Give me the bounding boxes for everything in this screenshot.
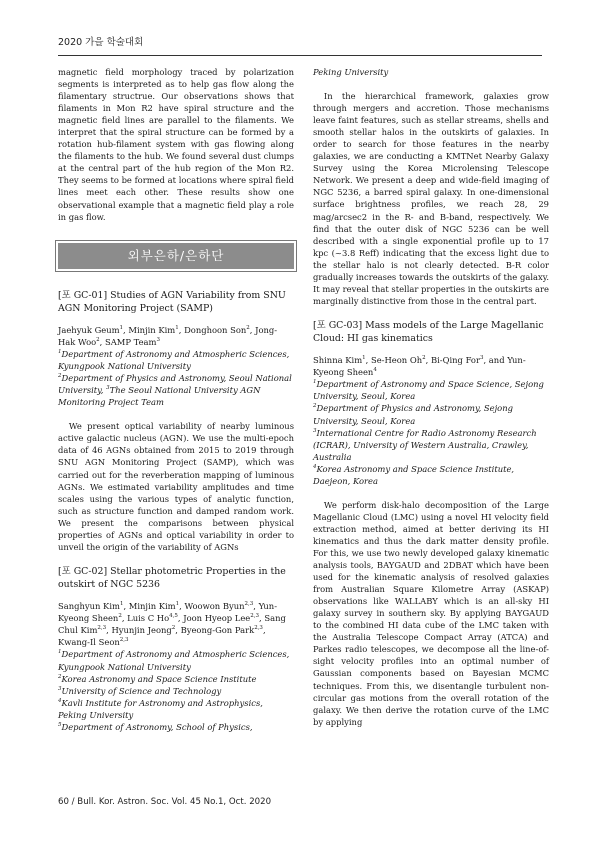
author-name: Donghoon Son (184, 325, 247, 336)
author-name: Shinna Kim (313, 355, 363, 366)
author-sup: 2 (171, 625, 176, 632)
gc01-title: [포 GC-01] Studies of AGN Variability from SNU AGN Monitoring Project (SAMP) (58, 289, 286, 314)
author-sup: 1 (175, 325, 179, 332)
author-sep: , and (483, 355, 508, 366)
gc03-affiliations (313, 378, 549, 486)
affiliation: $^2$Korea Astronomy and Space Science Institute (58, 673, 257, 684)
gc02-affiliations (58, 648, 294, 732)
author-sep: , (179, 601, 185, 612)
affiliation: $^1$Department of Astronomy and Atmospheric Sciences, Kyungpook National University (58, 649, 290, 672)
header-rule (58, 55, 542, 56)
affiliation: $^1$Department of Astronomy and Space Science, Sejong University, Seoul, Korea (313, 379, 544, 402)
author-sup: 2,3 (244, 601, 254, 608)
author-sep: , (177, 613, 184, 624)
author-sup: 2,3 (250, 613, 260, 620)
affiliation: $^5$Department of Astronomy, School of Physics, (58, 721, 253, 732)
author-sep: , (365, 355, 371, 366)
affiliation: $^4$Korea Astronomy and Space Science Institute, Daejeon, Korea (313, 463, 515, 486)
author-sep: , (262, 625, 266, 636)
author-sep: , (106, 625, 112, 636)
author-name: Yun-Kyeong Sheen (58, 601, 278, 624)
author-sup: 1 (175, 601, 180, 608)
author-sup: 3 (479, 355, 484, 362)
author-sep: , (123, 601, 129, 612)
gc01-affiliations: $^1$Department of Astronomy and Atmospheric Sciences, Kyungpook National University $^2$Department of Physics and Astronomy, Seoul National University, $^3$The Seoul National University AGN Monitoring Project Team (58, 349, 292, 408)
author-sep: , (175, 625, 181, 636)
gc03-authors (313, 354, 549, 378)
author-name: Bi-Qing For (430, 355, 480, 366)
left-column (58, 66, 294, 733)
running-header: 2020 가을 학술대회 (58, 37, 144, 48)
author-name: Jong-Hak Woo (58, 325, 278, 348)
section-title: 외부은하/은하단 (127, 247, 225, 263)
author-sup: 3 (156, 337, 160, 344)
author-sup: 4 (373, 367, 377, 374)
right-column (313, 66, 549, 728)
author-name: Minjin Kim (128, 325, 176, 336)
author-name: Minjin Kim (128, 601, 176, 612)
gc01-abstract: We present optical variability of nearby luminous active galactic nucleus (AGN). We use the multi-epoch data of 46 AGNs obtained from 2015 to 2019 through SNU AGN Monitoring Project (SAMP), which was carried out for the reverberation mapping of luminous AGNs. We estimated variability amplitudes and time scales using the various types of analytic function, such as structure function and damped random work. We present the comparisons between physical properties of AGNs and optical variability in order to unveil the origin of the variability of AGNs (58, 421, 294, 552)
author-sup: 2 (118, 613, 122, 620)
affiliation: $^4$Kavli Institute for Astronomy and Astrophysics, Peking University (58, 697, 263, 720)
author-name: SAMP Team (105, 337, 157, 348)
section-banner (58, 243, 294, 269)
author-name: Luis C Ho (127, 613, 170, 624)
author-sup: 2 (422, 355, 426, 362)
gc01-authors (58, 324, 294, 348)
author-sup: 4,5 (169, 613, 178, 620)
page-footer: 60 / Bull. Kor. Astron. Soc. Vol. 45 No.1, Oct. 2020 (58, 797, 272, 807)
author-sep: , (253, 601, 259, 612)
affiliation: $^2$Department of Physics and Astronomy, Sejong University, Seoul, Korea (313, 403, 513, 426)
affiliation: $^3$University of Science and Technology (58, 685, 222, 696)
author-sep: , (249, 325, 256, 336)
author-sup: 1 (119, 601, 124, 608)
continued-abstract: magnetic field morphology traced by polarization segments is interpreted as to help gas flow along the filamentary structrue. Our observations shows that filaments in Mon R2 have spiral structure and the magnetic field lines are parallel to the filaments. We interpret that the spiral structure can be formed by a rotation hub-filament system with gas flowing along the filaments to the hub. We found several dust clumps at the central part of the hub region of the Mon R2. They seems to be formed at locations where spiral field lines meet each other. These results show one observational example that a magnetic field play a role in gas flow. (58, 67, 294, 222)
gc03-abstract: We perform disk-halo decomposition of the Large Magellanic Cloud (LMC) using a novel HI velocity field extraction method, aimed at better deriving its HI kinematics and thus the dark matter density profile. For this, we use two newly developed galaxy kinematic analysis tools, BAYGAUD and 2DBAT which have been used for the kinematic analysis of resolved galaxies from Australian Square Kilometre Array (ASKAP) observations like WALLABY which is an all-sky HI galaxy survey in southern sky. By applying BAYGAUD to the combined HI data cube of the LMC taken with the Australia Telescope Compact Array (ATCA) and Parkes radio telescopes, we decompose all the line-of-sight velocity profiles into an optimal number of Gaussian components based on Bayesian MCMC techniques. From this, we disentangle turbulent non-circular gas motions from the overall rotation of the galaxy. We then derive the rotation curve of the LMC by applying (313, 499, 549, 727)
author-sep: , (121, 613, 128, 624)
author-sep: , (99, 337, 105, 348)
author-sep: , (259, 613, 265, 624)
author-sep: , (123, 325, 129, 336)
author-name: Hyunjin Jeong (111, 625, 172, 636)
gc02-abstract: In the hierarchical framework, galaxies grow through mergers and accretion. Those mechanisms leave faint features, such as stellar streams, shells and smooth stellar halos in the outskirts of galaxies. In order to search for those features in the nearby galaxies, we are conducting a KMTNet Nearby Galaxy Survey using the Korea Microlensing Telescope Network. We present a deep and wide-field imaging of NGC 5236, a barred spiral galaxy. In one-dimensional surface brightness profiles, we reach 28, 29 mag/arcsec2 in the R- and B-band, respectively. We find that the outer disk of NGC 5236 can be well described with a single exponential profile up to 17 kpc (~3.8 Reff) indicating that the excess light due to the stellar halo is not clearly detected. B-R color gradually increases towards the outskirts of the galaxy. It may reveal that stellar properties in the outskirts are marginally distinctive from those in the central part. (313, 91, 549, 306)
author-sup: 2,3 (97, 625, 107, 632)
author-sup: 2 (246, 325, 250, 332)
gc03-title: [포 GC-03] Mass models of the Large Magellanic Cloud: HI gas kinematics (313, 319, 544, 345)
gc02-affiliation-continued: Peking University (313, 67, 389, 77)
author-sup: 2,3 (119, 637, 129, 644)
author-name: Yun-Kyeong Sheen (313, 355, 526, 378)
gc02-title: [포 GC-02] Stellar photometric Properties in the outskirt of NGC 5236 (58, 565, 286, 591)
author-sep: , (425, 355, 431, 366)
author-name: Byeong-Gon Park (180, 625, 255, 636)
author-name: Sanghyun Kim (58, 601, 120, 612)
author-sup: 2,3 (254, 625, 263, 632)
author-sup: 1 (119, 325, 124, 332)
author-name: Woowon Byun (184, 601, 245, 612)
author-name: Sang Chul Kim (58, 613, 286, 636)
gc02-authors (58, 600, 294, 648)
author-name: Jaehyuk Geum (58, 325, 120, 336)
affiliation: $^3$International Centre for Radio Astronomy Research (ICRAR), University of Western Australia, Crawley, Australia (313, 427, 537, 462)
author-sup: 1 (362, 355, 366, 362)
author-sup: 2 (96, 337, 100, 344)
author-name: Kwang-Il Seon (58, 637, 120, 648)
author-sep: , (178, 325, 185, 336)
author-name: Se-Heon Oh (370, 355, 423, 366)
author-name: Joon Hyeop Lee (183, 613, 251, 624)
